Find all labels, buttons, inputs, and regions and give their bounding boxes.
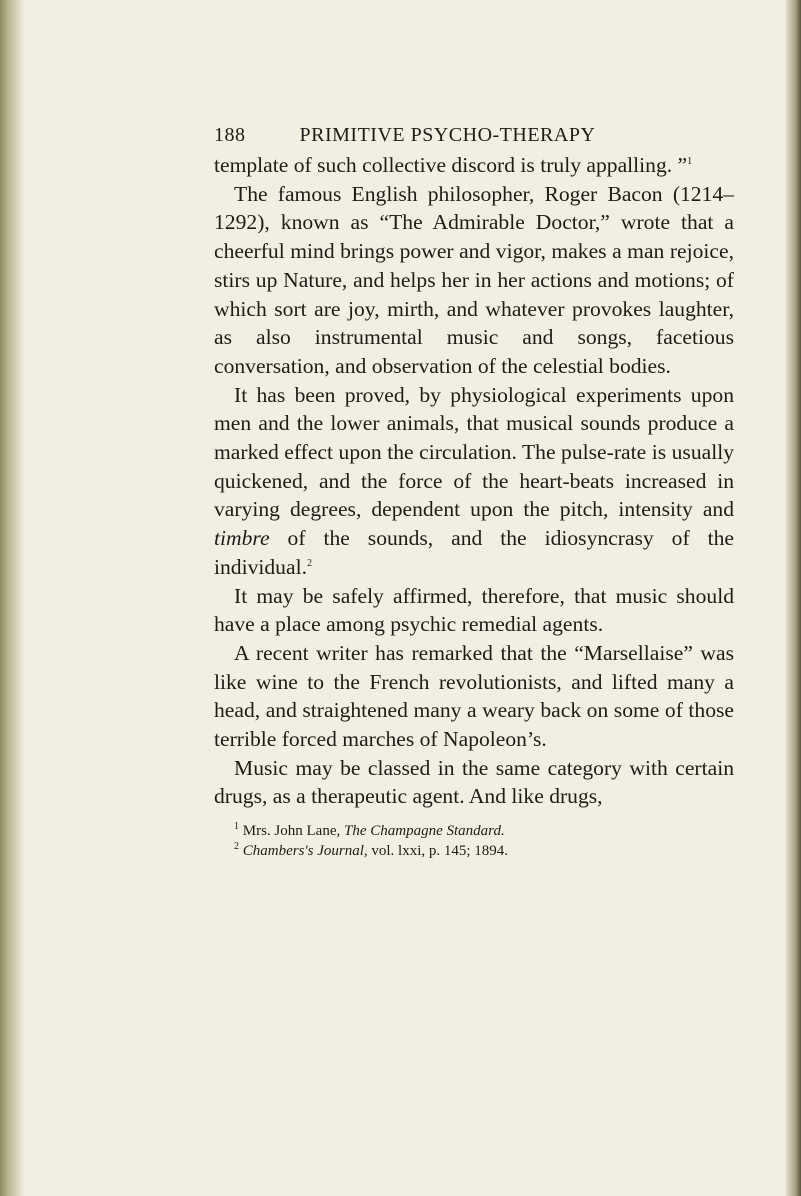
paragraph-3 <box>214 381 734 582</box>
footnotes <box>214 821 734 861</box>
page-number: 188 <box>214 124 246 146</box>
footnote-1-author: Mrs. John Lane, <box>242 823 341 840</box>
book-page <box>214 124 734 861</box>
footnote-ref-1: 1 <box>687 155 693 167</box>
paragraph-3-italic: timbre <box>214 526 270 551</box>
footnote-2 <box>234 841 734 861</box>
paragraph-1-text: template of such collective discord is truly appalling. <box>214 153 673 177</box>
paragraph-2: The famous English philosopher, Roger Bacon (1214–1292), known as “The Admirable Doctor,” wrote that a cheerful mind brings power and vigor, makes a man rejoice, stirs up Nature, and helps her in her actions and motions; of which sort are joy, mirth, and whatever provokes laughter, as also instrumental music and songs, facetious conversation, and observation of the celestial bodies. <box>214 181 734 378</box>
footnote-2-mark: 2 <box>234 841 239 853</box>
book-spine-edge <box>0 0 24 1196</box>
footnote-ref-2: 2 <box>306 557 312 569</box>
running-head <box>214 124 734 147</box>
paragraph-6: Music may be classed in the same category with certain drugs, as a therapeutic agent. And like drugs, <box>214 755 734 809</box>
page-right-edge <box>785 0 801 1196</box>
paragraph-1: template of such collective discord is truly appalling. ”$^1$ <box>214 153 693 177</box>
footnote-1 <box>234 821 734 841</box>
footnote-1-title: The Champagne Standard. <box>344 823 505 840</box>
body-text <box>214 151 734 811</box>
paragraph-5: A recent writer has remarked that the “Marsellaise” was like wine to the French revolutionists, and lifted many a head, and straightened many a weary back on some of those terrible forced marches of Napoleon’s. <box>214 640 734 752</box>
running-title: PRIMITIVE PSYCHO-THERAPY <box>299 124 596 146</box>
paragraph-3-text-b: of the sounds, and the idiosyncrasy of the individual. <box>214 526 734 579</box>
paragraph-3-text-a: It has been proved, by physiological experiments upon men and the lower animals, that musical sounds produce a marked effect upon the circulation. The pulse-rate is usually quickened, and the force of the heart-beats increased in varying degrees, dependent upon the pitch, intensity and <box>214 382 734 522</box>
footnote-1-mark: 1 <box>234 821 239 833</box>
footnote-2-title: Chambers's Journal, <box>242 843 368 860</box>
paragraph-4: It may be safely affirmed, therefore, that music should have a place among psychic remedial agents. <box>214 583 734 637</box>
footnote-2-rest: vol. lxxi, p. 145; 1894. <box>371 843 509 860</box>
